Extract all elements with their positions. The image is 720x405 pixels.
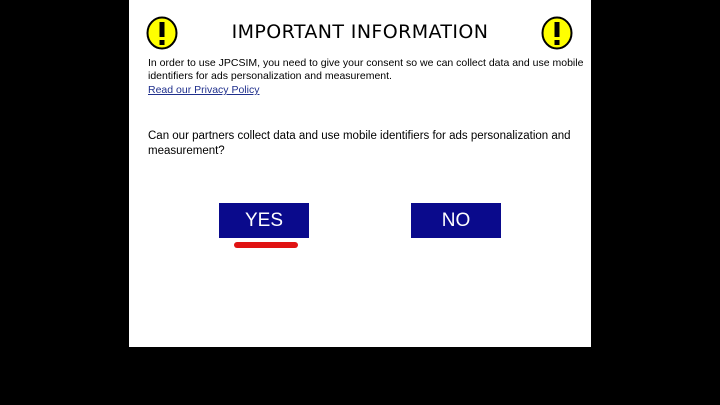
selection-indicator: [234, 242, 298, 248]
consent-text: In order to use JPCSIM, you need to give your consent so we can collect data and use mobile identifiers for ads personalization and measurement.: [148, 57, 584, 82]
privacy-policy-link[interactable]: Read our Privacy Policy: [148, 84, 260, 96]
warning-icon: [541, 16, 573, 50]
no-button[interactable]: NO: [411, 203, 501, 238]
consent-dialog: [129, 0, 591, 347]
consent-question: Can our partners collect data and use mobile identifiers for ads personalization and measurement?: [148, 130, 571, 157]
dialog-title: IMPORTANT INFORMATION: [231, 21, 489, 43]
yes-button[interactable]: YES: [219, 203, 309, 238]
